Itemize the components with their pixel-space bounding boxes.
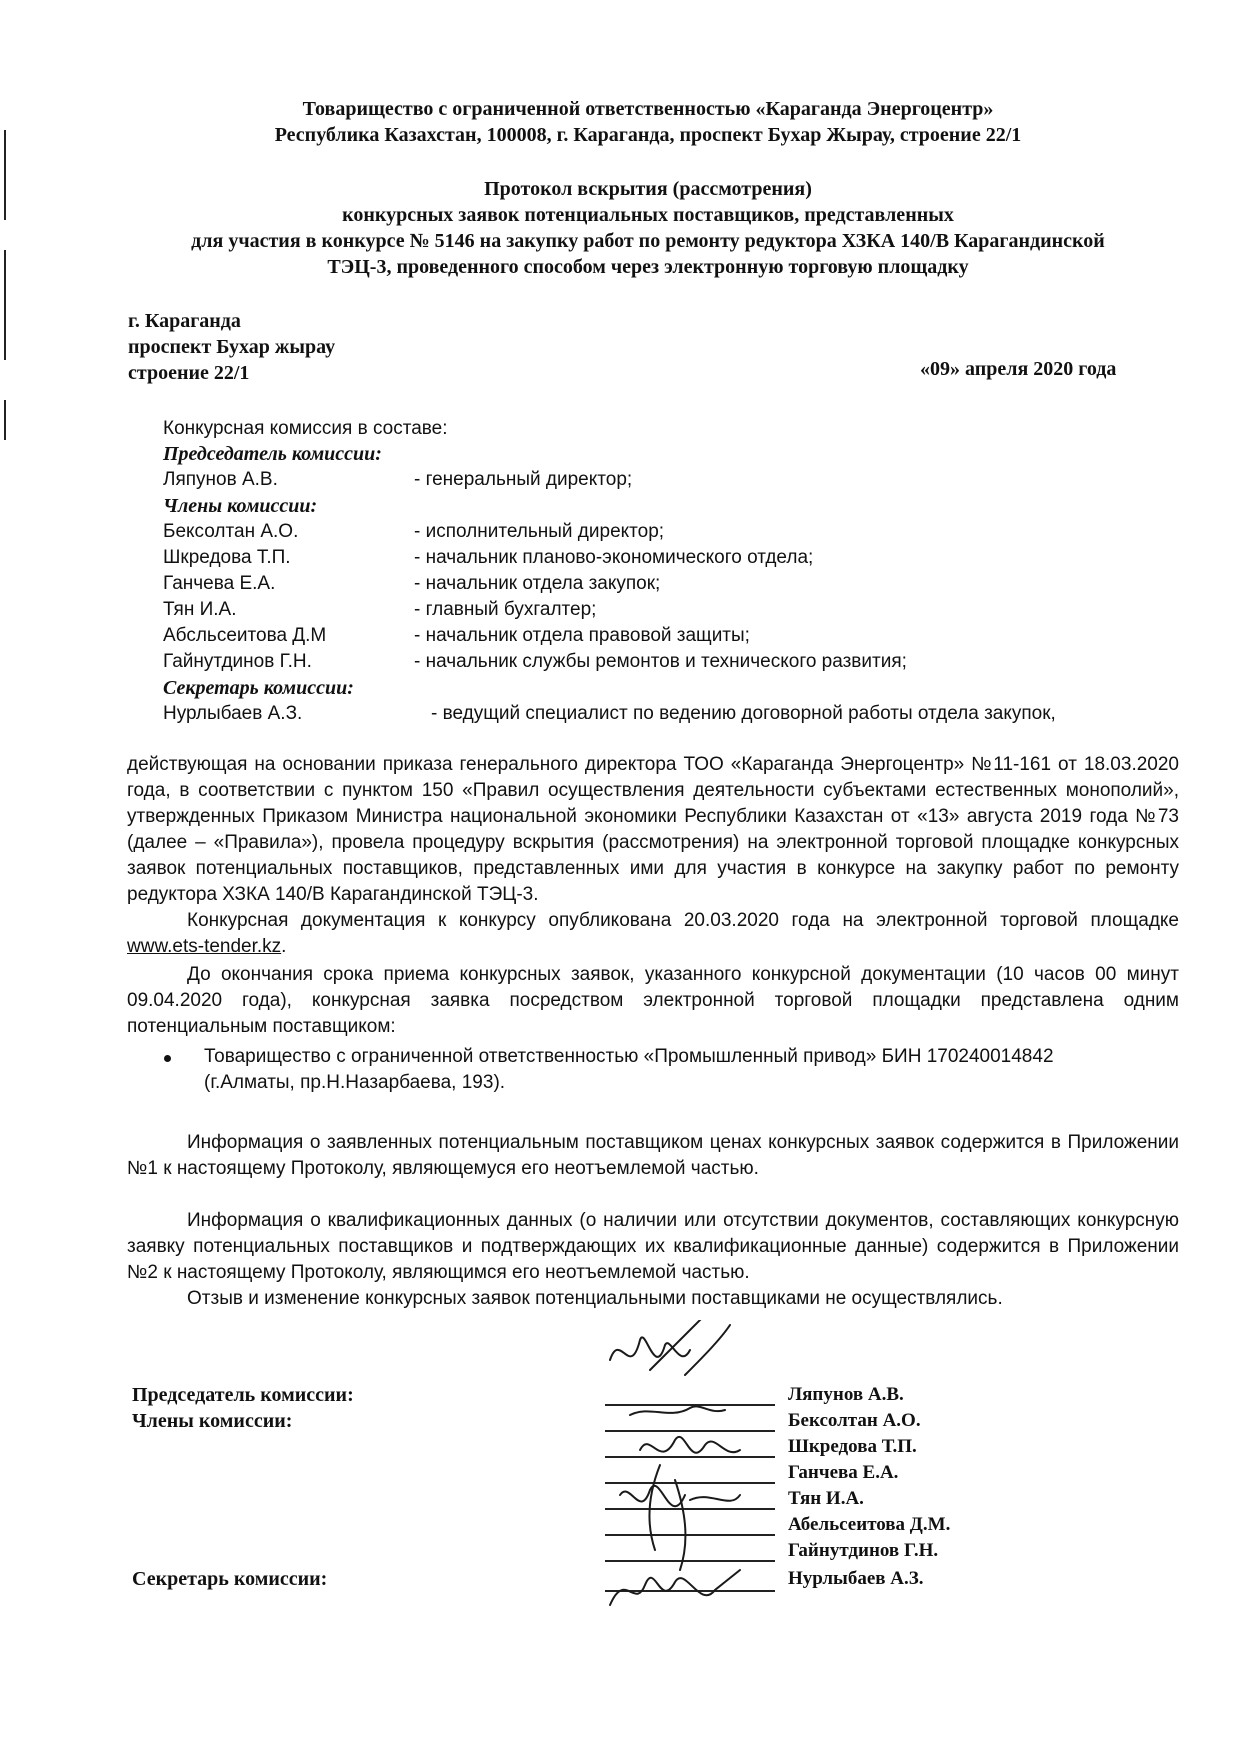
chair-heading: Председатель комиссии: (163, 443, 382, 465)
bullet-icon (164, 1055, 171, 1062)
member-role: - начальник отдела правовой защиты; (414, 625, 750, 646)
supplier-bullet (160, 1044, 1160, 1096)
secretary-signature-label: Секретарь комиссии: (132, 1568, 328, 1590)
ets-tender-link[interactable]: www.ets-tender.kz (127, 936, 282, 957)
scan-edge-mark (4, 250, 6, 360)
commission-intro: Конкурсная комиссия в составе: (163, 418, 448, 439)
title-line-1: Протокол вскрытия (рассмотрения) (484, 178, 812, 200)
signatory-name: Ганчева Е.А. (788, 1462, 899, 1483)
scan-edge-mark (4, 400, 6, 440)
member-role: - начальник планово-экономического отдела; (414, 547, 814, 568)
title-line-2: конкурсных заявок потенциальных поставщиков, представленных (342, 204, 954, 226)
signatory-name: Ляпунов А.В. (788, 1384, 904, 1405)
scan-edge-mark (4, 130, 6, 220)
member-name: Тян И.А. (163, 599, 237, 620)
signatory-name: Гайнутдинов Г.Н. (788, 1540, 939, 1561)
paragraph-qualifications: Информация о квалификационных данных (о наличии или отсутствии документов, составляющих конкурсную заявку потенциальных поставщиков и подтверждающих их квалификационные данные) содержится в Приложении №2 к настоящему Протоколу, являющимся его неотъемлемой частью. (127, 1210, 1179, 1283)
chair-name: Ляпунов А.В. (163, 469, 278, 490)
org-address: Республика Казахстан, 100008, г. Караганда, проспект Бухар Жырау, строение 22/1 (274, 124, 1022, 146)
title-line-3: для участия в конкурсе № 5146 на закупку работ по ремонту редуктора ХЗКА 140/В Карагандинской (191, 230, 1105, 252)
signatory-name: Нурлыбаев А.З. (788, 1568, 924, 1589)
member-name: Гайнутдинов Г.Н. (163, 651, 312, 672)
paragraph-publication (127, 908, 1179, 960)
paragraph-withdrawal: Отзыв и изменение конкурсных заявок потенциальными поставщиками не осуществлялись. (187, 1288, 1003, 1309)
publication-text-end: . (281, 936, 287, 957)
place-building: строение 22/1 (128, 362, 250, 384)
member-role: - начальник службы ремонтов и технического развития; (414, 651, 907, 672)
member-name: Абсльсеитова Д.М (163, 625, 327, 646)
chair-role: - генеральный директор; (414, 469, 633, 490)
member-role: - исполнительный директор; (414, 521, 665, 542)
handwritten-signatures (590, 1320, 790, 1610)
member-role: - главный бухгалтер; (414, 599, 597, 620)
member-name: Шкредова Т.П. (163, 547, 291, 568)
signatory-name: Бексолтан А.О. (788, 1410, 921, 1431)
org-name: Товарищество с ограниченной ответственностью «Караганда Энергоцентр» (302, 98, 994, 120)
publication-text: Конкурсная документация к конкурсу опубликована 20.03.2020 года на электронной торговой площадке (187, 910, 1179, 931)
paragraph-prices: Информация о заявленных потенциальным поставщиком ценах конкурсных заявок содержится в Приложении №1 к настоящему Протоколу, являющемуся его неотъемлемой частью. (127, 1132, 1179, 1179)
member-name: Бексолтан А.О. (163, 521, 299, 542)
place-city: г. Караганда (128, 310, 241, 332)
paragraph-basis: действующая на основании приказа генерального директора ТОО «Караганда Энергоцентр» №11-161 от 18.03.2020 года, в соответствии с пунктом 150 «Правил осуществления деятельности субъектами естественных монополий», утвержденных Приказом Министра национальной экономики Республики Казахстан от «13» августа 2019 года №73 (далее – «Правила»), провела процедуру вскрытия (рассмотрения) на электронной торговой площадке конкурсных заявок потенциальных поставщиков, представленных ими для участия в конкурсе на закупку работ по ремонту редуктора ХЗКА 140/В Карагандинской ТЭЦ-3. (127, 754, 1179, 905)
protocol-date: «09» апреля 2020 года (920, 358, 1117, 380)
members-signature-label: Члены комиссии: (132, 1410, 293, 1432)
member-role: - начальник отдела закупок; (414, 573, 661, 594)
members-heading: Члены комиссии: (163, 495, 318, 517)
secretary-role: - ведущий специалист по ведению договорной работы отдела закупок, (431, 703, 1056, 724)
secretary-heading: Секретарь комиссии: (163, 677, 354, 699)
signatory-name: Тян И.А. (788, 1488, 864, 1509)
title-line-4: ТЭЦ-3, проведенного способом через электронную торговую площадку (327, 256, 969, 278)
place-street: проспект Бухар жырау (128, 336, 336, 358)
paragraph-deadline: До окончания срока приема конкурсных заявок, указанного конкурсной документации (10 часов 00 минут 09.04.2020 года), конкурсная заявка посредством электронной торговой площадки представлена одним потенциальным поставщиком: (127, 964, 1179, 1037)
supplier-line-2: (г.Алматы, пр.Н.Назарбаева, 193). (204, 1072, 506, 1093)
signatory-name: Шкредова Т.П. (788, 1436, 917, 1457)
signatory-name: Абельсеитова Д.М. (788, 1514, 951, 1535)
supplier-line-1: Товарищество с ограниченной ответственностью «Промышленный привод» БИН 170240014842 (204, 1046, 1054, 1067)
member-name: Ганчева Е.А. (163, 573, 276, 594)
chair-signature-label: Председатель комиссии: (132, 1384, 354, 1406)
secretary-name: Нурлыбаев А.З. (163, 703, 303, 724)
